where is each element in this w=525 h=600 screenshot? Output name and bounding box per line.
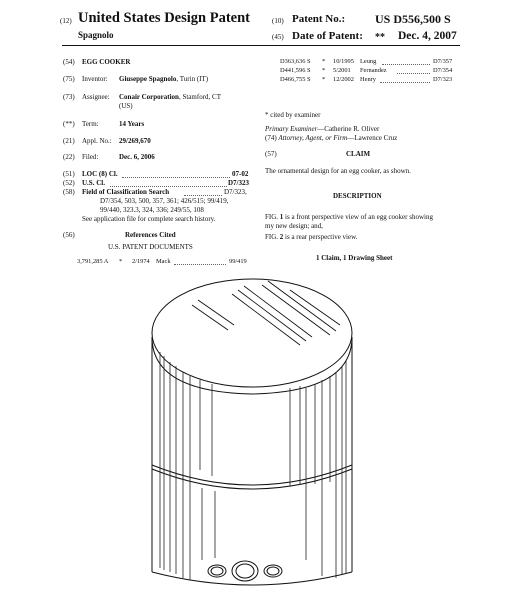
field-line1: D7/323, xyxy=(224,188,247,196)
ref1-date: 2/1974 xyxy=(132,258,150,265)
claim-text: The ornamental design for an egg cooker, as shown. xyxy=(265,167,411,175)
invention-title: EGG COOKER xyxy=(82,58,131,66)
ref-date: 12/2002 xyxy=(333,76,354,83)
ref1-class: 99/419 xyxy=(229,258,247,265)
cited-note: * cited by examiner xyxy=(265,111,321,119)
uscl-label: U.S. Cl. xyxy=(82,179,105,187)
field-line3: 99/440, 323.3, 324, 336; 249/55, 108 xyxy=(100,206,204,214)
body-shading-lines xyxy=(160,352,346,580)
filed-label: Filed: xyxy=(82,153,99,161)
title-code: (54) xyxy=(63,58,75,66)
inventor-name: Giuseppe Spagnolo xyxy=(119,75,177,83)
uscl-value: D7/323 xyxy=(228,179,249,187)
appl-code: (21) xyxy=(63,137,75,145)
inventor-label: Inventor: xyxy=(82,75,108,83)
loc-code: (51) xyxy=(63,170,75,178)
ref-star: * xyxy=(322,76,326,83)
ref-number: D363,636 S xyxy=(280,58,311,65)
field-code: (58) xyxy=(63,188,75,196)
assignee-name: Conair Corporation xyxy=(119,93,179,101)
filed-code: (22) xyxy=(63,153,75,161)
attorney-code: (74) xyxy=(265,134,277,142)
inventor-surname: Spagnolo xyxy=(78,30,114,40)
loc-label: LOC (8) Cl. xyxy=(82,170,118,178)
document-type: United States Design Patent xyxy=(78,10,250,26)
refs-title: References Cited xyxy=(125,231,176,239)
uscl-code: (52) xyxy=(63,179,75,187)
fig1-description-line2: my new design; and, xyxy=(265,222,323,230)
ref-name: Leung xyxy=(360,58,377,65)
ref1-name: Mack xyxy=(156,258,171,265)
inventor-place: , Turin (IT) xyxy=(176,75,209,83)
ref-number: D466,755 S xyxy=(280,76,311,83)
appl-label: Appl. No.: xyxy=(82,137,112,145)
field-label: Field of Classification Search xyxy=(82,188,170,196)
term-code: (**) xyxy=(63,120,75,128)
button-right-inner xyxy=(267,567,279,575)
lid-shading xyxy=(192,281,340,345)
ref-name: Henry xyxy=(360,76,376,83)
fig1-prefix: FIG. xyxy=(265,213,280,221)
button-left-inner xyxy=(211,567,223,575)
ref-number: D441,596 S xyxy=(280,67,311,74)
ref-class: D7/357 xyxy=(433,58,453,65)
button-center-inner xyxy=(236,564,254,578)
code-45: (45) xyxy=(272,33,284,41)
assignee-place: , Stamford, CT xyxy=(178,93,221,101)
lid-top-ellipse xyxy=(152,279,352,387)
ref-class: D7/323 xyxy=(433,76,453,83)
ref-date: 10/1995 xyxy=(333,58,354,65)
code-12: (12) xyxy=(60,17,72,25)
term-value: 14 Years xyxy=(119,120,145,128)
ref-name: Fernandez xyxy=(360,67,387,74)
description-title: DESCRIPTION xyxy=(333,192,382,200)
field-line2: D7/354, 503, 500, 357, 361; 426/515; 99/419, xyxy=(100,197,229,205)
inventor-code: (75) xyxy=(63,75,75,83)
claim-code: (57) xyxy=(265,150,277,158)
patent-number: US D556,500 S xyxy=(375,12,451,26)
patent-no-label: Patent No.: xyxy=(292,13,346,25)
patent-date: Dec. 4, 2007 xyxy=(398,30,457,42)
ref1-number: 3,791,285 A xyxy=(77,258,109,265)
fig2-prefix: FIG. xyxy=(265,233,280,241)
examiner-name: —Catherine R. Oliver xyxy=(317,125,380,133)
date-label: Date of Patent: xyxy=(292,30,363,42)
loc-value: 07-02 xyxy=(232,170,249,178)
ref-class: D7/354 xyxy=(433,67,453,74)
appl-number: 29/269,670 xyxy=(119,137,151,145)
ref-star: * xyxy=(322,67,326,74)
filed-date: Dec. 6, 2006 xyxy=(119,153,155,161)
ref-star: * xyxy=(322,58,326,65)
claim-title: CLAIM xyxy=(346,150,371,158)
assignee-code: (73) xyxy=(63,93,75,101)
fig2-text: is a rear perspective view. xyxy=(283,233,358,241)
code-10: (10) xyxy=(272,17,284,25)
assignee-country: (US) xyxy=(119,102,133,110)
examiner-label: Primary Examiner xyxy=(265,125,318,133)
ref-date: 5/2001 xyxy=(333,67,351,74)
refs-code: (56) xyxy=(63,231,75,239)
ref1-star: * xyxy=(119,258,123,265)
claims-summary: 1 Claim, 1 Drawing Sheet xyxy=(316,254,393,262)
fig2-number: 2 xyxy=(279,233,284,241)
us-docs-title: U.S. PATENT DOCUMENTS xyxy=(108,243,193,251)
assignee-label: Assignee: xyxy=(82,93,110,101)
term-label: Term: xyxy=(82,120,99,128)
date-stars: ** xyxy=(375,32,385,43)
fig1-number: 1 xyxy=(279,213,284,221)
field-note: See application file for complete search history. xyxy=(82,215,216,223)
fig1-text: is a front perspective view of an egg cooker showing xyxy=(283,213,433,221)
attorney-label: Attorney, Agent, or Firm xyxy=(278,134,348,142)
attorney-name: —Lawrence Cruz xyxy=(347,134,398,142)
